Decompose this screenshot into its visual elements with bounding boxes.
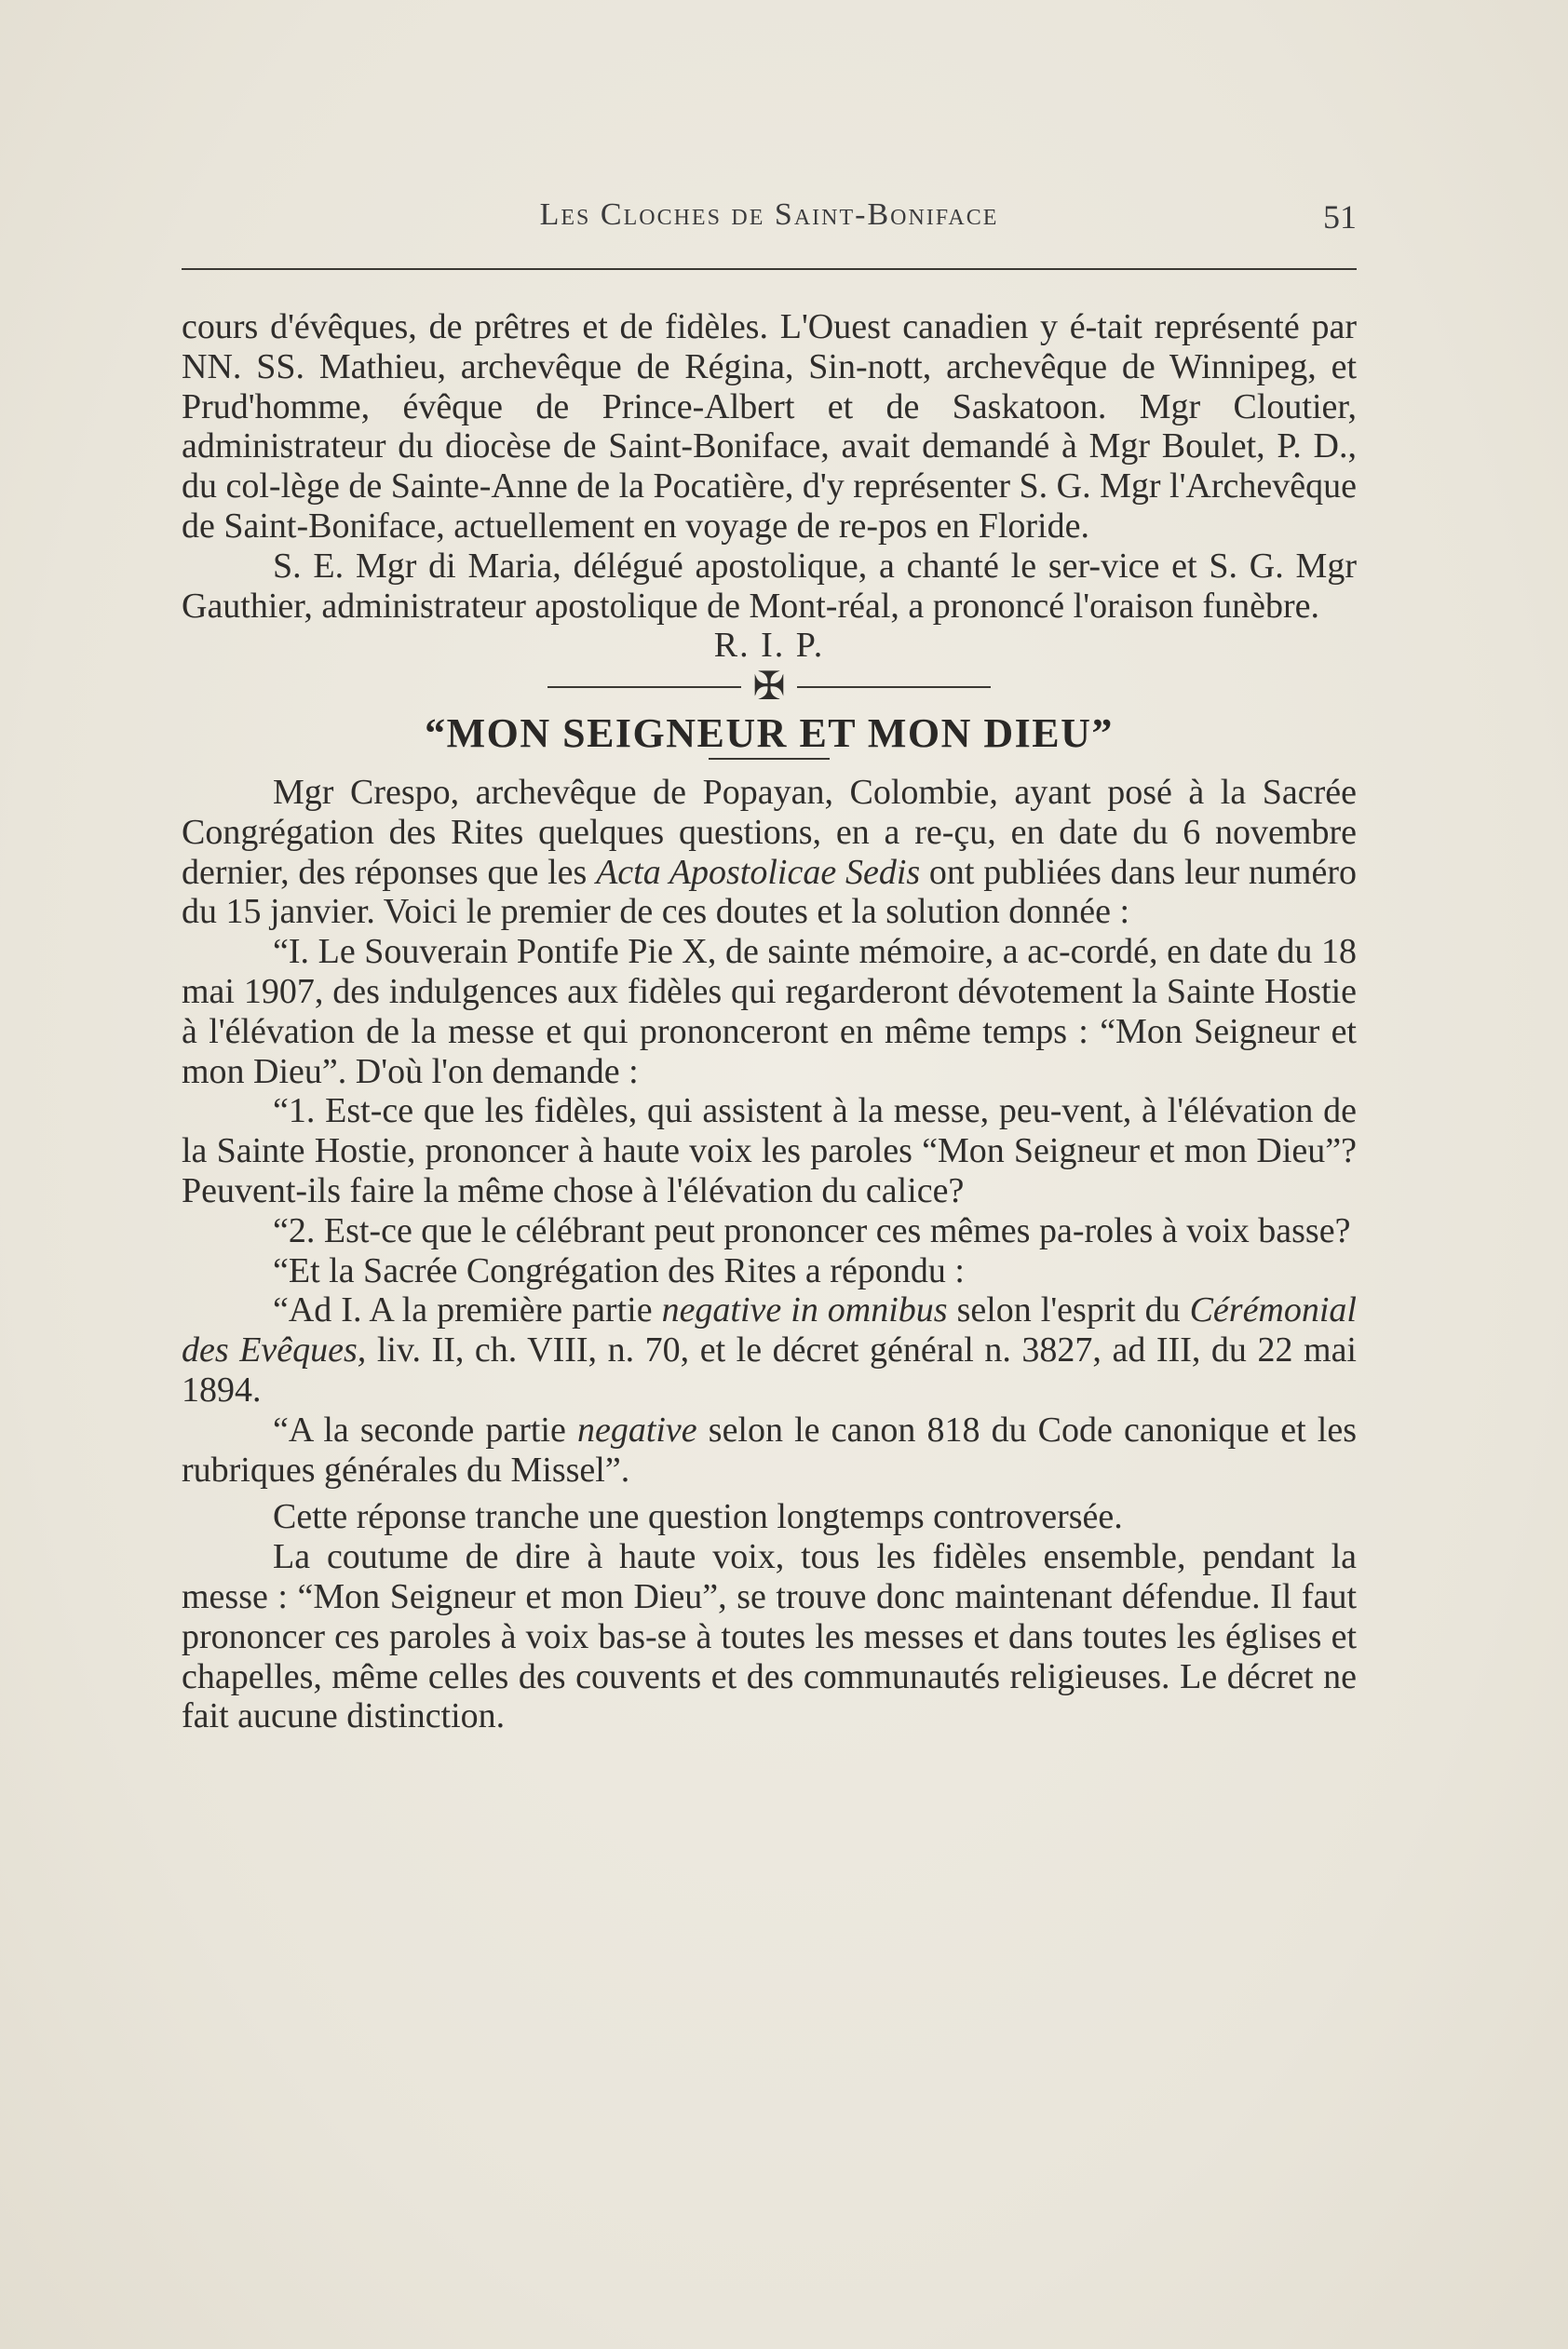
header-rule (182, 268, 1357, 270)
running-title: Les Cloches de Saint-Boniface (539, 197, 999, 232)
ad-i-text-a: “Ad I. A la première partie (273, 1290, 662, 1330)
ad-i-italic-1: negative in omnibus (661, 1290, 948, 1330)
second-part-text-a: “A la seconde partie (273, 1410, 577, 1450)
paragraph-custom: La coutume de dire à haute voix, tous les fidèles ensemble, pendant la messe : “Mon Seigneur et mon Dieu”, se trouve donc maintenant défendue. Il faut prononcer ces paroles à voix bas-se à toutes les messes et dans toutes les églises et chapelles, même celles des couvents et des communautés religieuses. Le décret ne fait aucune distinction. (182, 1537, 1357, 1736)
ad-i-italic-2: Cérémonial des Evêques, (182, 1290, 1357, 1370)
paragraph-second-part (182, 1411, 1357, 1491)
title-rule (709, 758, 830, 760)
rip-line: R. I. P. (713, 626, 825, 666)
section-divider (182, 666, 1357, 709)
paragraph-crespo (182, 773, 1357, 932)
article-body (182, 307, 1357, 1736)
paragraph-ad-i (182, 1290, 1357, 1410)
second-part-text-b: selon le canon 818 du Code canonique et les rubriques générales du Missel”. (182, 1410, 1357, 1490)
second-part-italic: negative (576, 1410, 697, 1450)
cross-icon: ✠ (752, 666, 786, 709)
paragraph-question-1: “1. Est-ce que les fidèles, qui assistent à la messe, peu-vent, à l'élévation de la Sainte Hostie, prononcer à haute voix les paroles “Mon Seigneur et mon Dieu”? Peuvent-ils faire la même chose à l'élévation du calice? (182, 1091, 1357, 1210)
paragraph-question-2: “2. Est-ce que le célébrant peut prononcer ces mêmes pa-roles à voix basse? (273, 1210, 1351, 1250)
paragraph-question-i: “I. Le Souverain Pontife Pie X, de sainte mémoire, a ac-cordé, en date du 18 mai 1907, des indulgences aux fidèles qui regarderont dévotement la Sainte Hostie à l'élévation de la messe et qui prononceront en même temps : “Mon Seigneur et mon Dieu”. D'où l'on demande : (182, 932, 1357, 1091)
running-head (182, 197, 1357, 244)
paragraph-controversy: Cette réponse tranche une question longtemps controversée. (273, 1497, 1123, 1537)
section-title: “MON SEIGNEUR ET MON DIEU” (425, 710, 1114, 757)
divider-line-right (797, 686, 991, 688)
paragraph-funeral-service: S. E. Mgr di Maria, délégué apostolique, a chanté le ser-vice et S. G. Mgr Gauthier, administrateur apostolique de Mont-réal, a prononcé l'oraison funèbre. (182, 546, 1357, 626)
paragraph-continuation: cours d'évêques, de prêtres et de fidèles. L'Ouest canadien y é-tait représenté par NN. SS. Mathieu, archevêque de Régina, Sin-nott, archevêque de Winnipeg, et Prud'homme, évêque de Prince-Albert et de Saskatoon. Mgr Cloutier, administrateur du diocèse de Saint-Boniface, avait demandé à Mgr Boulet, P. D., du col-lège de Sainte-Anne de la Pocatière, d'y représenter S. G. Mgr l'Archevêque de Saint-Boniface, actuellement en voyage de re-pos en Floride. (182, 307, 1357, 546)
paragraph-crespo-text-a: Mgr Crespo, archevêque de Popayan, Colombie, ayant posé à la Sacrée Congrégation des Rites quelques questions, en a re-çu, en date du 6 novembre dernier, des réponses que les (182, 772, 1357, 892)
divider-line-left (547, 686, 741, 688)
ad-i-text-b: selon l'esprit du (947, 1290, 1190, 1330)
paragraph-crespo-text-b: ont publiées dans leur numéro du 15 janvier. Voici le premier de ces doutes et la solution donnée : (182, 852, 1357, 932)
paragraph-response-intro: “Et la Sacrée Congrégation des Rites a répondu : (273, 1250, 965, 1290)
acta-title: Acta Apostolicae Sedis (596, 852, 921, 892)
page-number: 51 (1323, 198, 1357, 236)
ad-i-text-c: liv. II, ch. VIII, n. 70, et le décret général n. 3827, ad III, du 22 mai 1894. (182, 1330, 1357, 1410)
